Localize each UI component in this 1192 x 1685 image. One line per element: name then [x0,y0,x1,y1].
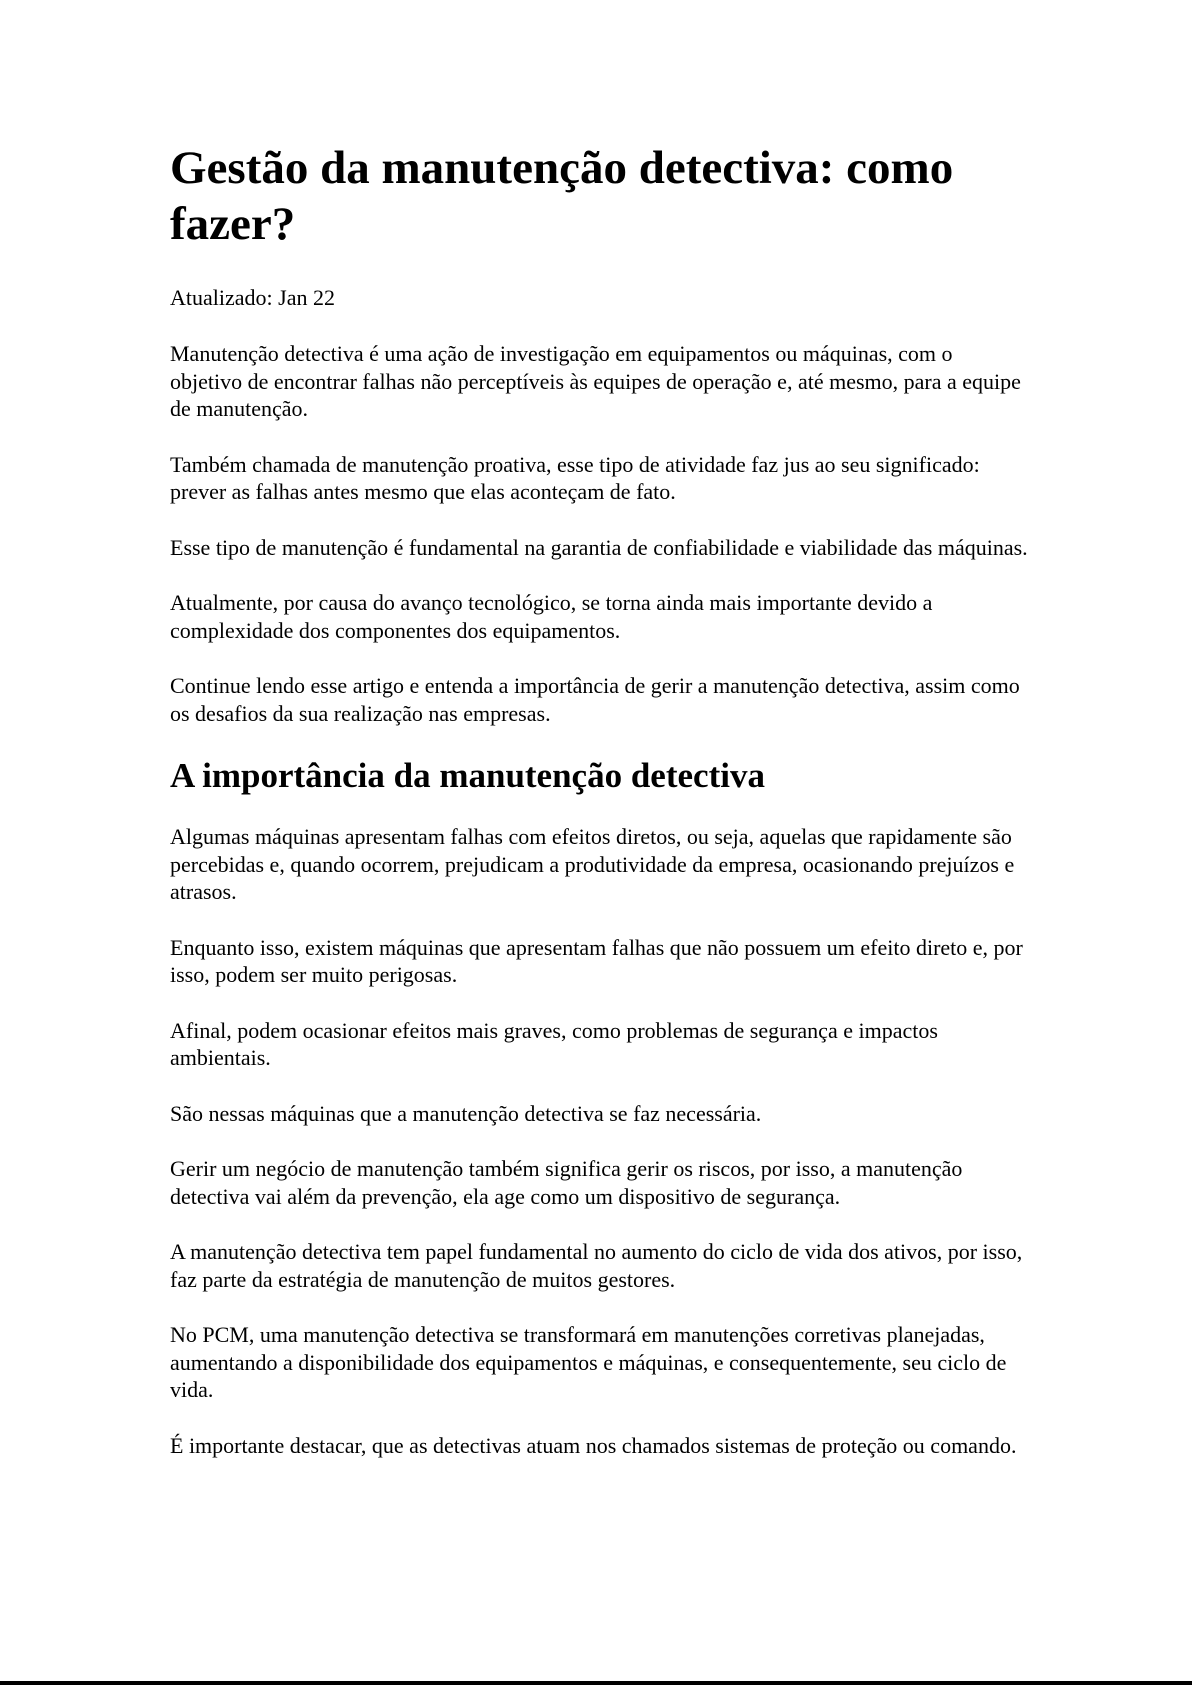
section-paragraph: Gerir um negócio de manutenção também significa gerir os riscos, por isso, a manutenção detectiva vai além da prevenção, ela age como um dispositivo de segurança. [170,1156,963,1209]
section-paragraph: São nessas máquinas que a manutenção detectiva se faz necessária. [170,1100,762,1126]
section-paragraph: Afinal, podem ocasionar efeitos mais graves, como problemas de segurança e impactos ambientais. [170,1017,938,1070]
section-paragraph: A manutenção detectiva tem papel fundamental no aumento do ciclo de vida dos ativos, por isso, faz parte da estratégia de manutenção de muitos gestores. [170,1239,1023,1292]
article-title: Gestão da manutenção detectiva: como fazer? [170,142,954,250]
intro-paragraph: Manutenção detectiva é uma ação de investigação em equipamentos ou máquinas, com o objetivo de encontrar falhas não perceptíveis às equipes de operação e, até mesmo, para a equipe de manutenção. [170,341,1021,421]
updated-date: Atualizado: Jan 22 [170,285,335,310]
intro-paragraph: Continue lendo esse artigo e entenda a importância de gerir a manutenção detectiva, assim como os desafios da sua realização nas empresas. [170,673,1020,726]
intro-paragraph: Esse tipo de manutenção é fundamental na garantia de confiabilidade e viabilidade das máquinas. [170,534,1028,560]
article [170,140,1030,1487]
section-paragraph: Enquanto isso, existem máquinas que apresentam falhas que não possuem um efeito direto e, por isso, podem ser muito perigosas. [170,934,1023,987]
intro-paragraph: Também chamada de manutenção proativa, esse tipo de atividade faz jus ao seu significado: prever as falhas antes mesmo que elas aconteçam de fato. [170,451,980,504]
section-paragraph: É importante destacar, que as detectivas atuam nos chamados sistemas de proteção ou comando. [170,1432,1017,1458]
section-paragraph: Algumas máquinas apresentam falhas com efeitos diretos, ou seja, aquelas que rapidamente são percebidas e, quando ocorrem, prejudicam a produtividade da empresa, ocasionando prejuízos e atrasos. [170,824,1015,904]
section-paragraph: No PCM, uma manutenção detectiva se transformará em manutenções corretivas planejadas, aumentando a disponibilidade dos equipamentos e máquinas, e consequentemente, seu ciclo de vida. [170,1322,1007,1402]
section-heading: A importância da manutenção detectiva [170,756,765,795]
page-bottom-rule [0,1681,1192,1685]
intro-paragraph: Atualmente, por causa do avanço tecnológico, se torna ainda mais importante devido a complexidade dos componentes dos equipamentos. [170,590,933,643]
